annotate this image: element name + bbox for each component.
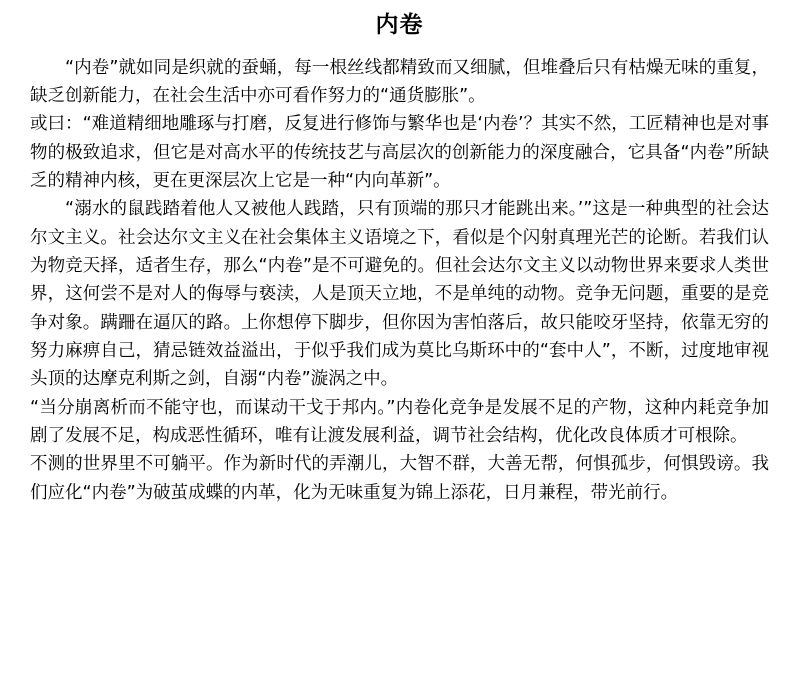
document-body xyxy=(30,54,769,508)
paragraph-3: “溺水的鼠践踏着他人又被他人践踏，只有顶端的那只才能跳出来。’”这是一种典型的社会达尔文主义。社会达尔文主义在社会集体主义语境之下，看似是个闪射真理光芒的论断。若我们认为物竞天择，适者生存，那么“内卷”是不可避免的。但社会达尔文主义以动物世界来要求人类世界，这何尝不是对人的侮辱与亵渎，人是顶天立地，不是单纯的动物。竞争无问题，重要的是竞争对象。蹒跚在逼仄的路。上你想停下脚步，但你因为害怕落后，故只能咬牙坚持，依靠无穷的努力麻痹自己，猜忌链效益溢出，于似乎我们成为莫比乌斯环中的“套中人”，不断，过度地审视头顶的达摩克利斯之剑，自溺“内卷”漩涡之中。 xyxy=(30,199,769,390)
paragraph-2: 或曰：“难道精细地雕琢与打磨，反复进行修饰与繁华也是‘内卷’？其实不然，工匠精神也是对事物的极致追求，但它是对高水平的传统技艺与高层次的创新能力的深度融合，它具备“内卷”所缺乏的精神内核，更在更深层次上它是一种“内向革新”。 xyxy=(30,114,769,191)
paragraph-1: “内卷”就如同是织就的蚕蛹，每一根丝线都精致而又细腻，但堆叠后只有枯燥无味的重复，缺乏创新能力，在社会生活中亦可看作努力的“通货膨胀”。 xyxy=(30,57,769,106)
paragraph-4: “当分崩离析而不能守也，而谋动干戈于邦内。”内卷化竞争是发展不足的产物，这种内耗竞争加剧了发展不足，构成恶性循环，唯有让渡发展利益，调节社会结构，优化改良体质才可根除。 xyxy=(30,397,769,447)
page-title: 内卷 xyxy=(375,12,424,38)
paragraph-5: 不测的世界里不可躺平。作为新时代的弄潮儿，大智不群，大善无帮，何惧孤步，何惧毁谤。我们应化“内卷”为破茧成蝶的内革，化为无味重复为锦上添花，日月兼程，带光前行。 xyxy=(30,454,769,503)
